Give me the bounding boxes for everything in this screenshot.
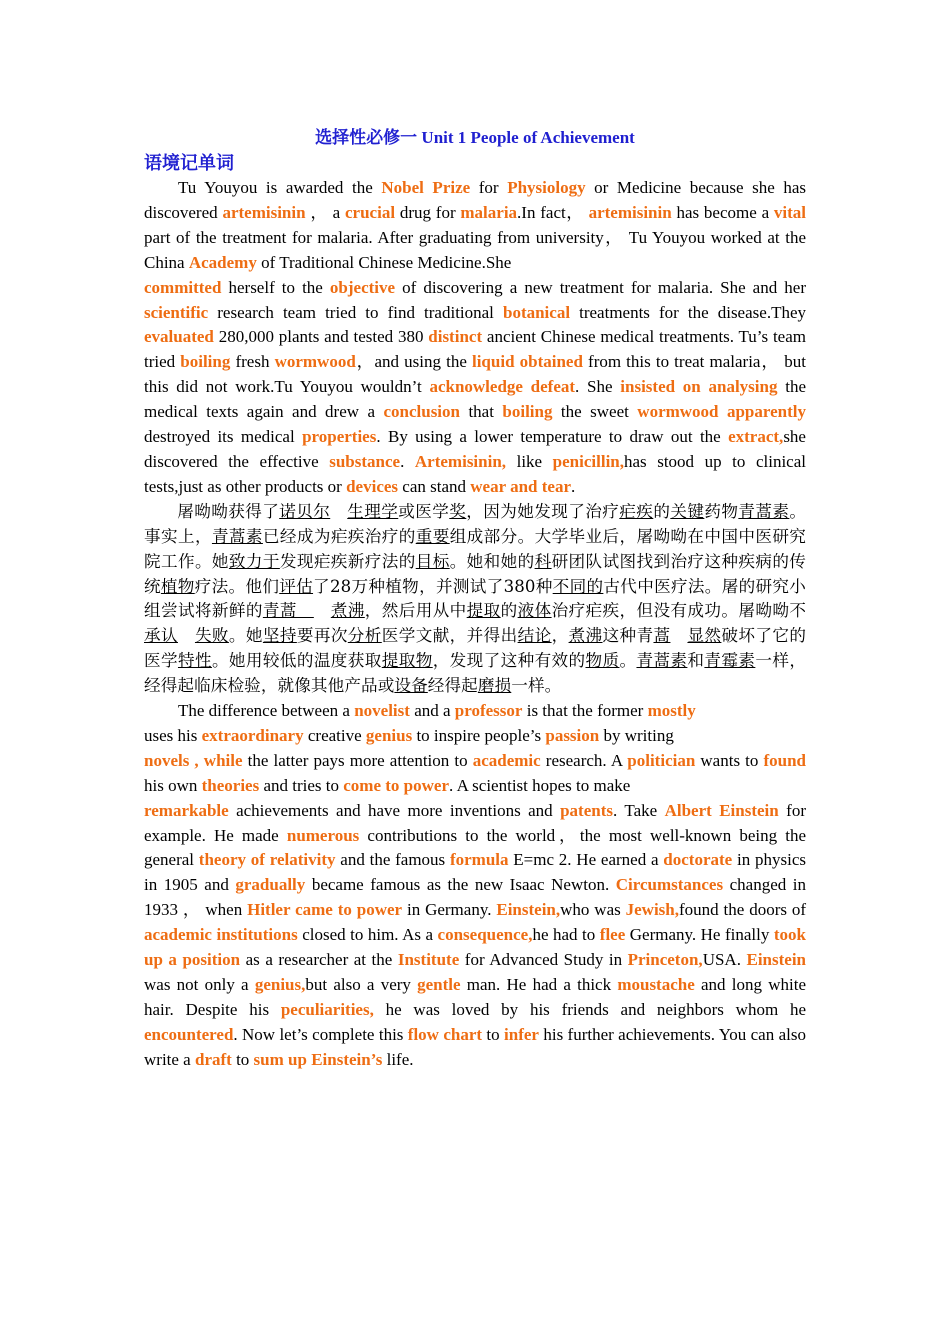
text-run: .In fact， [517, 202, 589, 222]
vocab-keyword: novelist [354, 701, 410, 721]
text-run: treatments for the disease.They [570, 302, 806, 322]
vocab-keyword: flee [599, 925, 626, 945]
text-run: . [571, 476, 576, 496]
vocab-keyword: artemisinin [588, 202, 672, 222]
text-run: from this to treat malaria， but this did not work.Tu Youyou wouldn’t [144, 352, 807, 397]
vocab-translation: 煮沸 [568, 626, 603, 646]
text-run: 的 [500, 601, 518, 621]
text-run: herself to the [221, 277, 330, 297]
vocab-keyword: substance [329, 451, 401, 471]
text-run [314, 601, 331, 620]
vocab-keyword: consequence, [437, 925, 533, 945]
text-run: changed in 1933 ， when [144, 875, 807, 920]
vocab-keyword: Physiology [507, 178, 586, 197]
vocab-keyword: Princeton, [627, 950, 703, 970]
vocab-keyword: while [203, 750, 243, 770]
vocab-keyword: politician [627, 750, 696, 770]
text-run: 经得起 [427, 676, 478, 696]
vocab-keyword: academic [472, 750, 541, 770]
vocab-keyword: extraordinary [201, 725, 304, 745]
section-heading: 语境记单词 [144, 153, 234, 174]
vocab-keyword: artemisinin [222, 202, 306, 222]
vocab-keyword: draft [194, 1049, 232, 1069]
vocab-keyword: committed [144, 277, 222, 297]
text-run [178, 626, 195, 645]
vocab-keyword: novels , [144, 750, 199, 770]
vocab-keyword: vital [773, 202, 807, 222]
vocab-translation: 评估 [279, 576, 314, 596]
text-run: 和 [687, 651, 705, 671]
text-run: the latter pays more attention to [242, 750, 473, 770]
vocab-translation: 特性 [177, 651, 212, 671]
text-run: research team tried to find traditional [208, 302, 503, 322]
text-run: creative [303, 725, 366, 745]
text-run [670, 626, 687, 645]
vocab-keyword: mostly [647, 701, 696, 721]
text-run: he was loved by his friends and neighbors whom he [373, 999, 806, 1019]
text-run: is that the former [522, 701, 648, 721]
vocab-translation: 物质 [585, 651, 620, 671]
text-run: of discovering a new treatment for malaria. She and her [395, 277, 807, 297]
text-run: achievements and have more inventions and [228, 800, 561, 820]
text-run: E=mc 2. He earned a [508, 850, 664, 870]
vocab-keyword: wormwood [274, 352, 356, 372]
text-run: ，因为她发现了治疗 [466, 501, 620, 521]
text-run: he had to [532, 925, 600, 945]
vocab-keyword: evaluated [144, 327, 214, 347]
vocab-keyword: objective [329, 277, 396, 297]
vocab-keyword: properties [302, 427, 377, 447]
text-run: has become a [671, 202, 774, 222]
text-run: research. A [540, 750, 628, 770]
vocab-translation: 奖 [449, 501, 467, 521]
vocab-translation: 青蒿素 [211, 526, 263, 546]
vocab-translation: 显然 [687, 626, 722, 646]
text-run: 医学文献，并得出 [381, 626, 518, 646]
text-run: in physics in 1905 and [144, 850, 806, 895]
text-run: the sweet [552, 402, 638, 422]
text-run: his own [144, 775, 202, 795]
text-run: of Traditional Chinese Medicine.She [256, 252, 512, 272]
vocab-translation: 关键 [670, 501, 705, 521]
vocab-keyword: moustache [617, 975, 695, 994]
vocab-translation: 致力于 [228, 551, 280, 571]
vocab-keyword: malaria [460, 202, 518, 222]
vocab-translation: 液体 [517, 601, 552, 621]
text-run: to [231, 1049, 254, 1069]
text-run: Tu Youyou is awarded the [178, 178, 382, 197]
vocab-keyword: academic institutions [144, 925, 298, 945]
vocab-keyword: scientific [144, 302, 209, 322]
vocab-keyword: found [763, 750, 807, 770]
text-run: 要再次 [296, 626, 348, 646]
vocab-translation: 煮沸 [330, 601, 365, 621]
text-run: who was [560, 900, 626, 920]
document-title: 选择性必修一 Unit 1 People of Achievement [315, 128, 635, 147]
text-run: 已经成为疟疾治疗的 [262, 526, 416, 546]
vocab-translation: 疟疾 [619, 501, 654, 521]
text-run: 一样，经得起临床检验，就像其他产品或 [144, 651, 807, 696]
vocab-keyword: Academy [188, 252, 257, 272]
vocab-keyword: peculiarities, [280, 999, 374, 1019]
text-run: 280,000 plants and tested 380 [213, 327, 429, 347]
text-run: ，然后用从中 [364, 601, 467, 621]
vocab-translation: 结论 [517, 626, 552, 646]
text-run: like [506, 451, 553, 471]
text-run: ， [551, 626, 569, 646]
vocab-keyword: passion [545, 725, 600, 745]
vocab-keyword: gentle [417, 975, 461, 994]
vocab-keyword: Artemisinin, [414, 451, 507, 471]
text-run: 古代中医疗法。屠的研究小组尝试将新鲜的 [144, 576, 807, 621]
text-run: 或医学 [398, 501, 450, 521]
text-run: the medical texts again and drew a [144, 377, 806, 422]
vocab-keyword: Nobel Prize [381, 178, 471, 197]
vocab-keyword: doctorate [663, 850, 733, 870]
vocab-keyword: Einstein, [496, 900, 561, 920]
text-run: . She [575, 377, 621, 397]
text-run: 。她用较低的温度获取 [211, 651, 382, 671]
english-paragraph-2 [144, 699, 806, 1073]
vocab-keyword: penicillin, [552, 451, 624, 471]
vocab-keyword: wormwood apparently [637, 402, 806, 422]
text-run: by writing [599, 725, 674, 745]
text-run: but also a very [305, 975, 418, 994]
text-run: 了28万种植物，并测试了380种 [313, 576, 553, 596]
vocab-translation: 设备 [394, 676, 428, 696]
vocab-keyword: insisted on analysing [620, 377, 778, 397]
vocab-translation: 失败 [194, 626, 229, 646]
text-run: found the doors of [679, 900, 807, 920]
vocab-keyword: conclusion [383, 402, 460, 422]
text-run: . Take [613, 800, 665, 820]
text-run: destroyed its medical [144, 427, 303, 447]
vocab-keyword: wear and tear [470, 476, 571, 496]
text-run: man. He had a thick [460, 975, 618, 994]
vocab-translation: 青霉素 [704, 651, 756, 671]
text-run: and the famous [335, 850, 450, 870]
vocab-translation: 承认 [144, 626, 178, 646]
text-run: 。她 [228, 626, 263, 646]
vocab-keyword: gradually [235, 875, 306, 895]
vocab-keyword: crucial [345, 202, 396, 222]
text-run: 破坏了它的医学 [144, 626, 807, 671]
vocab-translation: 分析 [347, 626, 382, 646]
vocab-translation: 坚持 [262, 626, 297, 646]
text-run: to inspire people’s [412, 725, 546, 745]
text-run: 。她和她的 [449, 551, 535, 571]
text-run: . Now let’s complete this [233, 1024, 408, 1044]
text-run: and a [409, 701, 455, 721]
vocab-translation: 重要 [415, 526, 450, 546]
text-run: that [460, 402, 503, 422]
vocab-keyword: patents [560, 800, 613, 820]
vocab-translation: 诺贝尔 [279, 501, 331, 521]
vocab-keyword: Institute [397, 950, 460, 970]
vocab-keyword: Jewish, [625, 900, 679, 920]
vocab-translation: 青蒿 [262, 601, 314, 621]
text-run: 的 [653, 501, 671, 521]
vocab-translation: 提取 [466, 601, 501, 621]
vocab-keyword: flow chart [407, 1024, 483, 1044]
text-run: she discovered the effective [144, 427, 806, 471]
text-run: 这种青 [602, 626, 654, 646]
vocab-keyword: acknowledge defeat [429, 377, 576, 397]
text-run: drug for [395, 202, 461, 222]
vocab-translation: 植物 [160, 576, 195, 596]
text-run: in Germany. [402, 900, 497, 920]
vocab-translation: 生理学 [347, 501, 399, 521]
vocab-translation: 磨损 [477, 676, 512, 696]
text-run: and long white hair. Despite his [144, 975, 806, 1019]
text-run: . By using a lower temperature to draw out the [376, 427, 729, 447]
text-run: 屠呦呦获得了 [177, 501, 280, 521]
vocab-keyword: numerous [286, 825, 360, 845]
vocab-translation: 提取物 [381, 651, 433, 671]
text-run: wants to [695, 750, 764, 770]
text-run: fresh [230, 352, 275, 372]
text-run: . [400, 451, 415, 471]
text-run: USA. [702, 950, 747, 970]
text-run: for [470, 178, 508, 197]
vocab-keyword: extract, [728, 427, 784, 447]
text-run: and tries to [259, 775, 344, 795]
vocab-keyword: boiling [502, 402, 553, 422]
text-run: became famous as the new Isaac Newton. [305, 875, 616, 895]
vocab-keyword: Circumstances [615, 875, 724, 895]
text-run: as a researcher at the [240, 950, 398, 970]
vocab-keyword: distinct [428, 327, 483, 347]
vocab-keyword: Hitler came to power [247, 900, 403, 920]
vocab-translation: 蒿 [653, 626, 671, 646]
text-run: 组成部分。大学毕业后，屠呦呦在中国中医研究院工作。她 [144, 526, 806, 571]
vocab-keyword: genius [365, 725, 413, 745]
text-run: ancient Chinese medical treatments. Tu’s team tried [144, 327, 806, 372]
text-run: part of the treatment for malaria. After graduating from university， Tu Youyou worked at the China [144, 227, 806, 272]
text-run: life. [382, 1049, 414, 1069]
vocab-keyword: boiling [180, 352, 231, 372]
text-run: uses his [144, 725, 202, 745]
text-run: contributions to the world，the most well-known being the general [144, 825, 807, 870]
vocab-translation: 青蒿素 [738, 501, 790, 521]
vocab-keyword: encountered [144, 1024, 234, 1044]
text-run: 一样。 [511, 676, 562, 696]
vocab-keyword: Einstein [746, 950, 807, 970]
vocab-keyword: remarkable [144, 800, 229, 820]
text-run: 。事实上， [144, 501, 807, 546]
text-run: 。 [619, 651, 637, 671]
text-run: can stand [398, 476, 471, 496]
text-run: for Advanced Study in [459, 950, 628, 970]
vocab-keyword: liquid obtained [471, 352, 583, 372]
text-run: his further achievements. You can also write a [144, 1024, 806, 1069]
text-run: closed to him. As a [297, 925, 438, 945]
vocab-keyword: theory of relativity [198, 850, 336, 870]
vocab-keyword: professor [454, 701, 523, 721]
chinese-paragraph [144, 500, 806, 699]
text-run: The difference between a [178, 701, 355, 721]
text-run: 疗法。他们 [194, 576, 280, 596]
text-run: ，发现了这种有效的 [432, 651, 586, 671]
vocab-translation: 青蒿素 [636, 651, 688, 671]
text-run [330, 502, 347, 521]
text-run: . A scientist hopes to make [449, 775, 631, 795]
vocab-keyword: theories [201, 775, 260, 795]
vocab-keyword: Albert Einstein [664, 800, 779, 820]
vocab-keyword: botanical [502, 302, 571, 322]
vocab-translation: 不同的 [552, 576, 604, 596]
vocab-keyword: devices [346, 476, 399, 496]
vocab-translation: 科 [534, 551, 552, 571]
vocab-keyword: genius, [254, 975, 306, 994]
text-run: ，and using the [355, 352, 472, 372]
english-paragraph-1 [144, 176, 806, 500]
text-run: has stood up to clinical tests,just as other products or [144, 451, 806, 496]
text-run: was not only a [144, 975, 255, 994]
vocab-keyword: formula [449, 850, 509, 870]
text-run: to [482, 1024, 505, 1044]
text-run: for example. He made [144, 800, 806, 845]
text-run: 药物 [704, 501, 739, 521]
document-body [144, 126, 806, 1073]
text-run: ， a [305, 202, 345, 222]
vocab-translation: 目标 [415, 551, 450, 571]
text-run: Germany. He finally [625, 925, 774, 945]
vocab-keyword: come to power [343, 775, 450, 795]
text-run: or Medicine because she has discovered [144, 178, 806, 222]
text-run: 研团队试图找到治疗这种疾病的传统 [144, 551, 807, 596]
text-run: 发现疟疾新疗法的 [279, 551, 416, 571]
vocab-keyword: took up a position [144, 925, 806, 970]
text-run: 治疗疟疾，但没有成功。屠呦呦不 [551, 601, 807, 621]
vocab-keyword: infer [504, 1024, 539, 1044]
vocab-keyword: sum up Einstein’s [253, 1049, 383, 1069]
